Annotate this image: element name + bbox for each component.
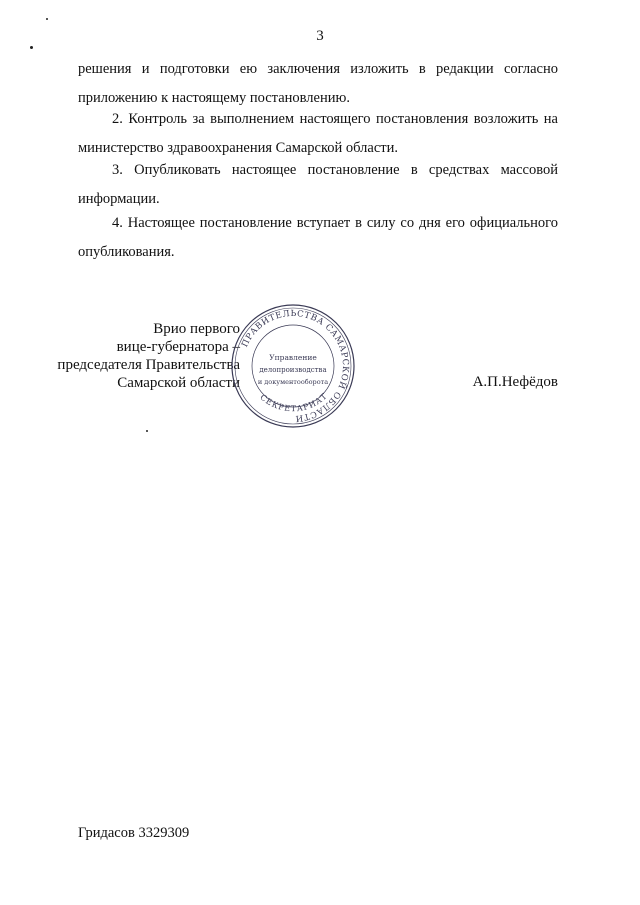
stamp-ring-text: ПРАВИТЕЛЬСТВА САМАРСКОЙ ОБЛАСТИ [240,308,351,424]
scan-speck [146,430,148,432]
signatory-name: А.П.Нефёдов [472,374,558,390]
stamp-center-line: делопроизводства [259,366,327,374]
page-number: 3 [316,28,324,44]
signatory-title-line: председателя Правительства [57,357,240,373]
signatory-title-line: вице-губернатора – [116,339,240,355]
signatory-title [40,320,240,392]
paragraph-item-4: 4. Настоящее постановление вступает в силу со дня его официального опубликования. [78,215,558,260]
paragraph-item-2: 2. Контроль за выполнением настоящего постановления возложить на министерство здравоохранения Самарской области. [78,111,558,156]
official-stamp [230,303,356,429]
signatory-title-line: Самарской области [117,375,240,391]
scan-speck [30,46,33,49]
scan-speck [46,18,48,20]
stamp-center-line: и документооборота [257,378,329,386]
stamp-ring-bottom-text: СЕКРЕТАРИАТ [258,391,330,414]
paragraph-continuation: решения и подготовки ею заключения изложить в редакции согласно приложению к настоящему постановлению. [78,61,558,106]
executor-note: Гридасов 3329309 [78,825,190,841]
signatory-title-line: Врио первого [153,321,240,337]
paragraph-item-3: 3. Опубликовать настоящее постановление в средствах массовой информации. [78,162,558,207]
stamp-center-line: Управление [269,353,317,362]
